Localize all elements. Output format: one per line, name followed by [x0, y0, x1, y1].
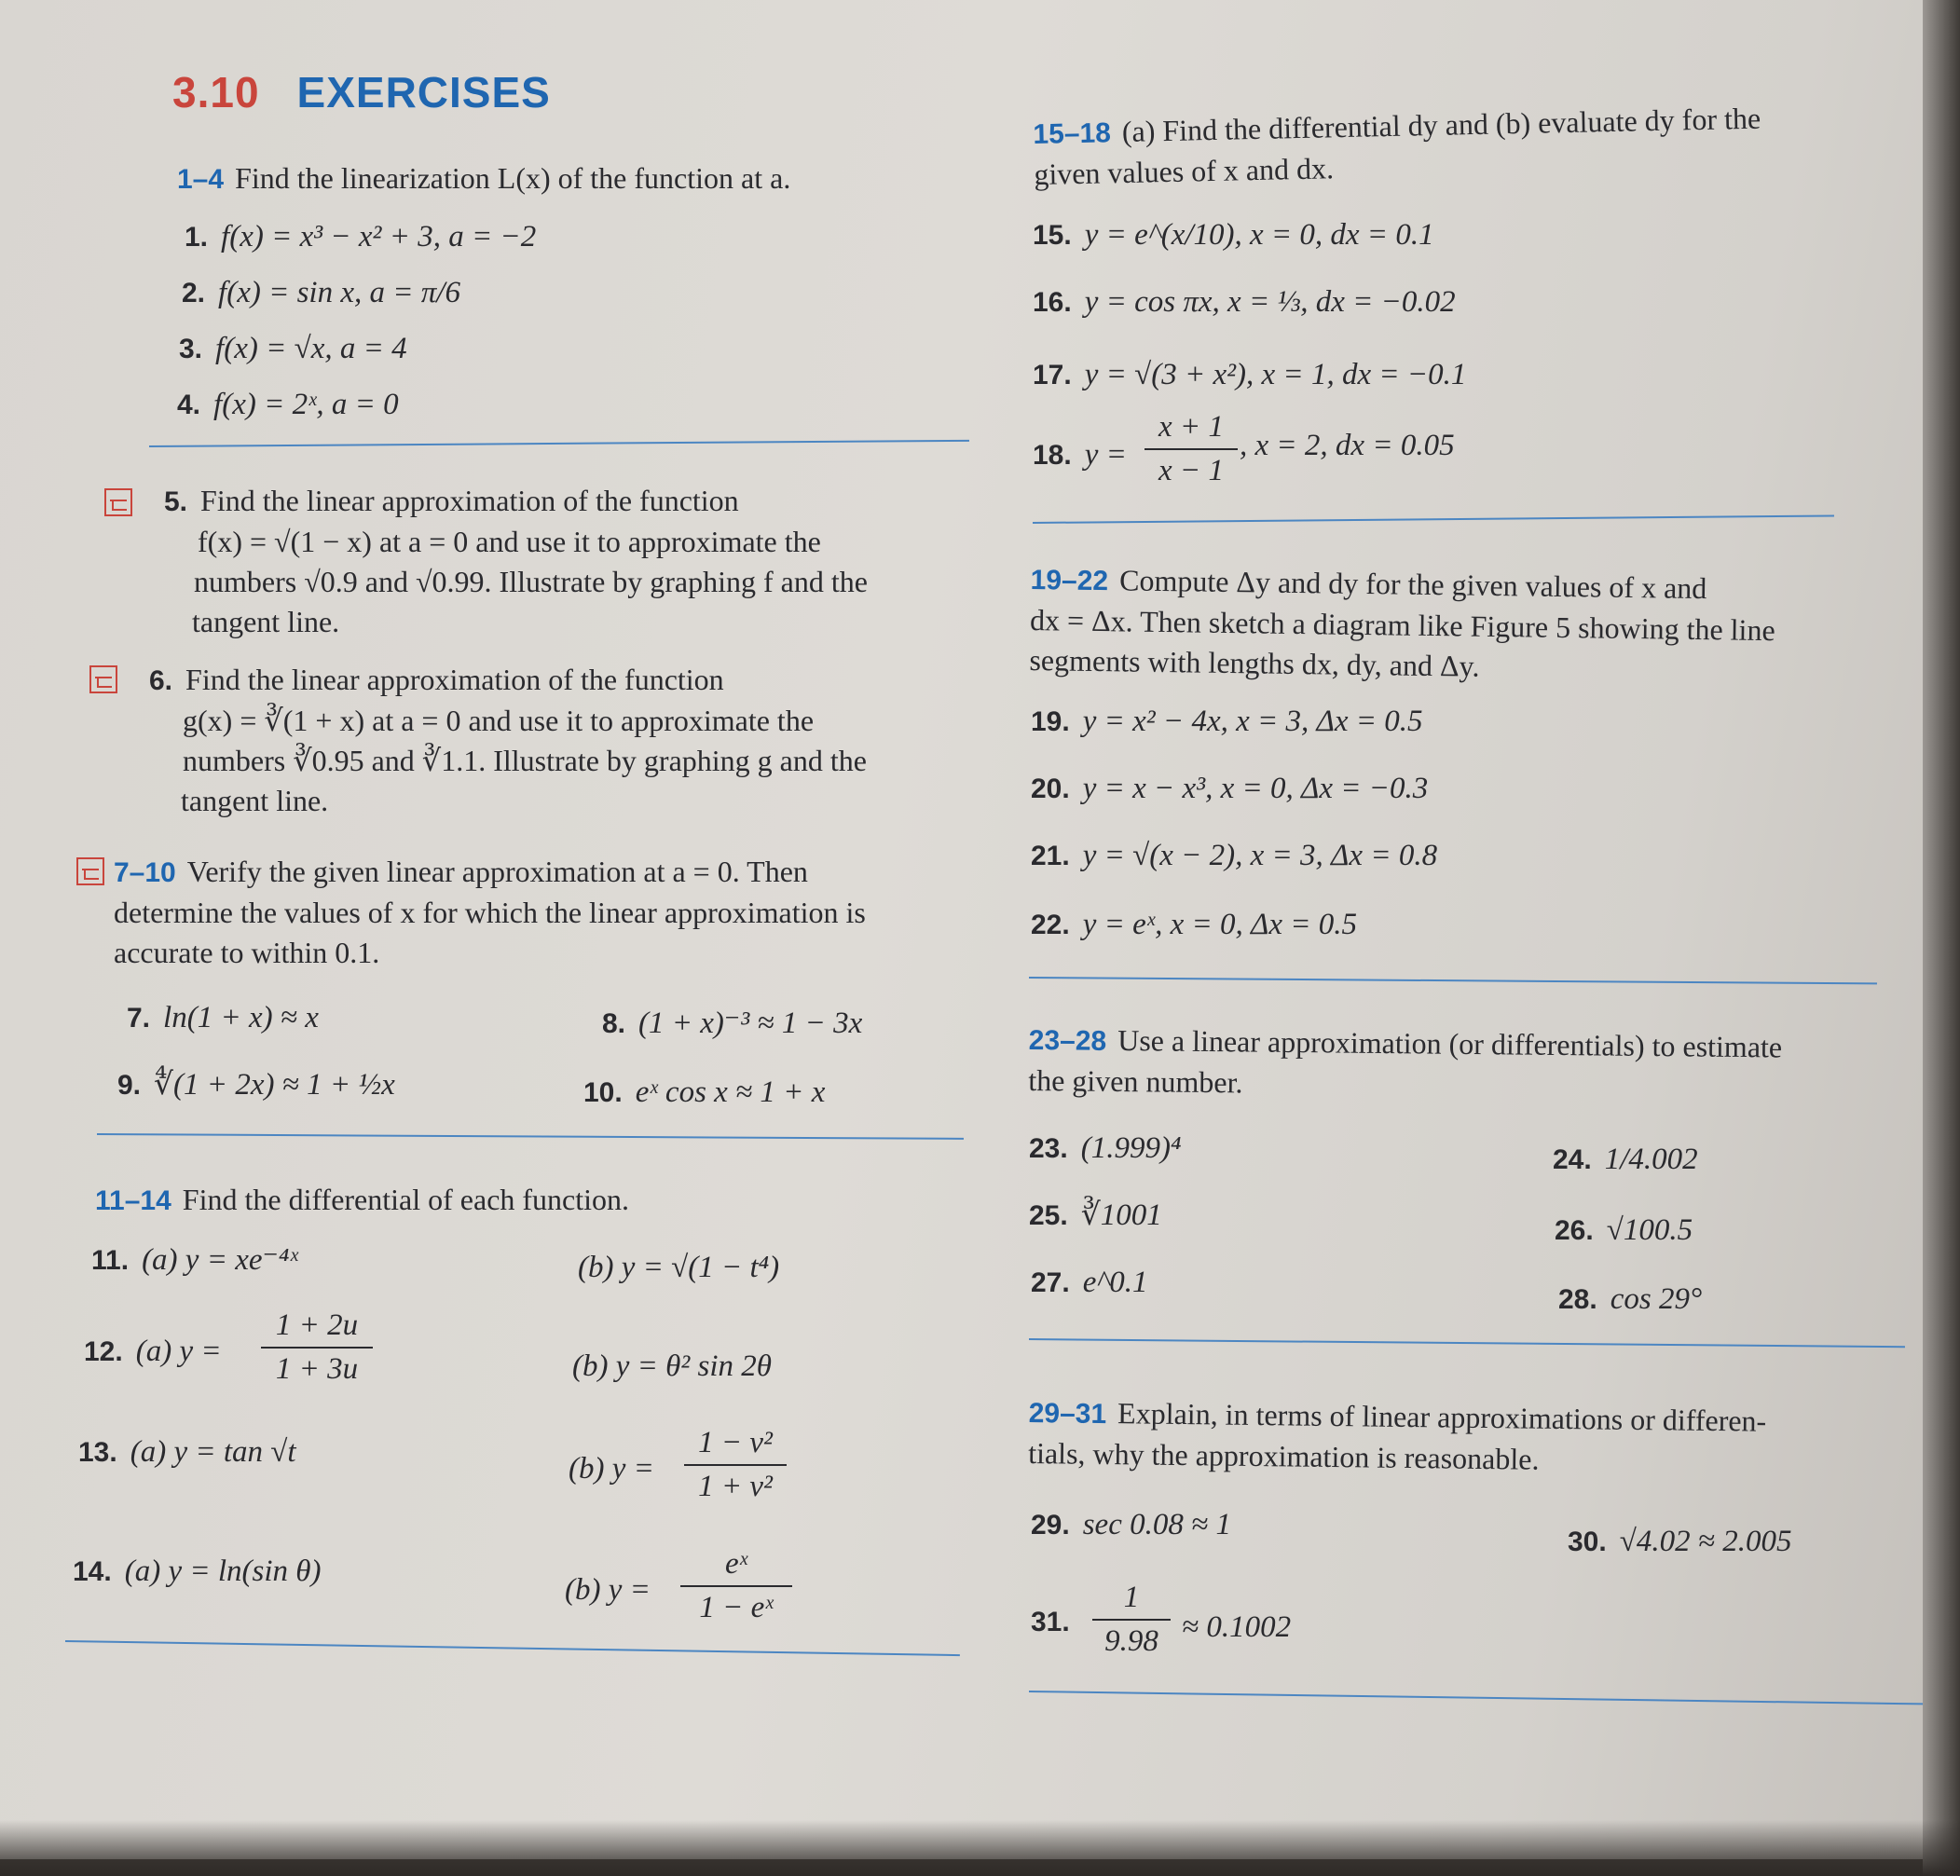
divider-rule — [1029, 1691, 1924, 1705]
problem-22 — [1031, 904, 1357, 946]
problem-7 — [127, 997, 319, 1039]
instruction-line: Compute Δy and dy for the given values of x and — [1118, 563, 1707, 606]
problem-expression: cos 29° — [1610, 1282, 1703, 1316]
problem-number: 4. — [177, 390, 201, 420]
problem-number: 5. — [164, 486, 188, 517]
problem-expression: y = — [1084, 438, 1127, 472]
problem-number: 6. — [149, 665, 173, 696]
problem-number: 28. — [1558, 1284, 1597, 1315]
problem-number: 27. — [1031, 1267, 1070, 1298]
problem-11b — [578, 1247, 779, 1289]
problem-number: 20. — [1031, 774, 1070, 804]
fraction-numerator: 1 − v² — [684, 1422, 787, 1466]
divider-rule — [97, 1133, 964, 1140]
problem-number: 25. — [1029, 1200, 1068, 1231]
problem-25 — [1029, 1195, 1162, 1237]
problem-expression: y = √(3 + x²), x = 1, dx = −0.1 — [1084, 358, 1467, 391]
problem-4 — [177, 384, 399, 426]
problem-14a — [73, 1551, 321, 1593]
problem-number: 13. — [78, 1437, 117, 1468]
problem-28 — [1558, 1279, 1702, 1321]
divider-rule — [1029, 977, 1877, 984]
problem-number: 18. — [1033, 440, 1072, 471]
problem-line: f(x) = √(1 − x) at a = 0 and use it to approximate the — [198, 524, 821, 558]
instruction-line: accurate to within 0.1. — [114, 935, 380, 969]
range-label: 23–28 — [1028, 1024, 1107, 1057]
problem-number: 11. — [91, 1245, 130, 1276]
problem-3 — [179, 328, 407, 370]
problem-expression: e^0.1 — [1082, 1266, 1148, 1299]
instruction-line: Use a linear approximation (or differentials) to estimate — [1117, 1022, 1783, 1064]
section-heading — [172, 67, 551, 117]
divider-rule — [1033, 514, 1834, 524]
fraction-numerator: 1 + 2u — [261, 1305, 373, 1349]
problem-expression: f(x) = √x, a = 4 — [215, 332, 407, 365]
problem-line: g(x) = ∛(1 + x) at a = 0 and use it to approximate the — [183, 703, 815, 737]
section-number: 3.10 — [172, 68, 260, 116]
problem-12a — [84, 1331, 222, 1373]
fraction-denominator: 9.98 — [1104, 1623, 1158, 1658]
problem-17 — [1033, 354, 1466, 396]
problem-number: 17. — [1033, 360, 1072, 390]
problem-15 — [1033, 214, 1434, 256]
problem-2 — [182, 272, 460, 314]
problem-number: 23. — [1029, 1133, 1068, 1164]
fraction-denominator: 1 + v² — [698, 1469, 773, 1503]
instruction-line: Verify the given linear approximation at a = 0. Then — [186, 855, 808, 888]
problem-13b — [569, 1448, 654, 1490]
fraction-denominator: 1 − eˣ — [699, 1590, 774, 1624]
problem-expression: ≈ 0.1002 — [1182, 1610, 1292, 1644]
section-title: EXERCISES — [296, 68, 551, 116]
problem-expression: y = cos πx, x = ⅓, dx = −0.02 — [1084, 285, 1456, 319]
problem-20 — [1031, 768, 1428, 810]
range-label: 7–10 — [114, 857, 176, 888]
graphing-calculator-icon — [89, 665, 117, 693]
fraction-denominator: 1 + 3u — [275, 1351, 359, 1386]
divider-rule — [149, 440, 969, 447]
problem-expression: , x = 2, dx = 0.05 — [1240, 429, 1455, 462]
group-1-4-instruction — [177, 158, 790, 199]
instruction-line: the given number. — [1028, 1062, 1243, 1099]
problem-expression: y = eˣ, x = 0, Δx = 0.5 — [1082, 908, 1358, 941]
problem-expression: (a) y = xe⁻⁴ˣ — [142, 1243, 298, 1277]
problem-expression: (a) y = tan √t — [130, 1435, 296, 1469]
problem-1 — [185, 216, 536, 258]
problem-line: tangent line. — [181, 783, 329, 817]
graphing-calculator-icon — [104, 488, 132, 516]
problem-30 — [1568, 1521, 1791, 1563]
problem-expression: f(x) = x³ − x² + 3, a = −2 — [221, 220, 537, 253]
problem-number: 30. — [1568, 1527, 1607, 1557]
problem-number: 9. — [117, 1070, 142, 1101]
problem-expression: √100.5 — [1606, 1213, 1693, 1247]
problem-29 — [1031, 1504, 1231, 1546]
problem-number: 14. — [73, 1556, 112, 1587]
problem-18 — [1033, 434, 1127, 476]
instruction-line: segments with lengths dx, dy, and Δy. — [1029, 642, 1480, 683]
problem-line: numbers ∛0.95 and ∛1.1. Illustrate by graphing g and the — [183, 743, 867, 777]
problem-13a — [78, 1431, 296, 1473]
instruction-line: Explain, in terms of linear approximations or differen- — [1117, 1396, 1767, 1438]
problem-expression: sec 0.08 ≈ 1 — [1082, 1508, 1231, 1541]
problem-9 — [117, 1064, 395, 1106]
instruction-text: Find the differential of each function. — [182, 1183, 630, 1216]
problem-31-value — [1182, 1607, 1291, 1649]
range-label: 1–4 — [177, 164, 225, 195]
problem-line: Find the linear approximation of the function — [200, 484, 739, 517]
fraction-numerator: eˣ — [680, 1543, 792, 1587]
problem-6 — [149, 660, 867, 821]
graphing-calculator-icon — [76, 857, 104, 885]
problem-number: 31. — [1031, 1607, 1070, 1637]
problem-line: Find the linear approximation of the function — [185, 663, 724, 696]
problem-31-fraction — [1092, 1577, 1171, 1662]
problem-21 — [1031, 835, 1437, 877]
book-spine-shadow — [1923, 0, 1960, 1876]
problem-expression: ln(1 + x) ≈ x — [163, 1001, 319, 1034]
problem-number: 16. — [1033, 287, 1072, 318]
problem-expression: (1 + x)⁻³ ≈ 1 − 3x — [638, 1006, 863, 1040]
problem-line: tangent line. — [192, 604, 340, 638]
range-label: 15–18 — [1033, 117, 1112, 150]
problem-expression: 1/4.002 — [1604, 1143, 1698, 1176]
problem-23 — [1029, 1128, 1181, 1170]
instruction-line: determine the values of x for which the linear approximation is — [114, 895, 866, 929]
problem-number: 26. — [1555, 1215, 1594, 1246]
problem-27 — [1031, 1262, 1148, 1304]
fraction-numerator: 1 — [1092, 1577, 1171, 1621]
problem-expression: (b) y = √(1 − t⁴) — [578, 1251, 780, 1284]
problem-number: 2. — [182, 278, 206, 308]
group-15-18-instruction — [1033, 99, 1761, 195]
problem-expression: f(x) = 2ˣ, a = 0 — [213, 388, 399, 421]
problem-number: 21. — [1031, 841, 1070, 871]
problem-12a-fraction — [261, 1305, 373, 1390]
problem-expression: ∛1001 — [1080, 1198, 1162, 1232]
problem-number: 10. — [583, 1077, 623, 1108]
problem-expression: √4.02 ≈ 2.005 — [1619, 1525, 1792, 1558]
problem-8 — [602, 1003, 862, 1045]
page-bottom-shadow — [0, 1820, 1960, 1876]
problem-26 — [1555, 1210, 1693, 1252]
problem-expression: ∜(1 + 2x) ≈ 1 + ½x — [154, 1068, 395, 1102]
problem-14b-fraction — [680, 1543, 792, 1628]
problem-19 — [1031, 701, 1423, 743]
problem-31 — [1031, 1601, 1083, 1642]
problem-number: 8. — [602, 1008, 626, 1039]
instruction-line: (a) Find the differential dy and (b) evaluate dy for the — [1121, 101, 1761, 148]
divider-rule — [1029, 1338, 1905, 1348]
problem-number: 29. — [1031, 1510, 1070, 1541]
problem-11a — [91, 1239, 298, 1281]
problem-expression: (1.999)⁴ — [1080, 1131, 1182, 1165]
problem-5 — [164, 481, 868, 642]
problem-expression: eˣ cos x ≈ 1 + x — [635, 1075, 826, 1109]
problem-number: 12. — [84, 1336, 123, 1367]
range-label: 11–14 — [95, 1185, 171, 1216]
problem-number: 7. — [127, 1003, 151, 1034]
instruction-line: given values of x and dx. — [1033, 150, 1335, 191]
problem-10 — [583, 1072, 825, 1114]
problem-number: 15. — [1033, 220, 1072, 251]
problem-expression: y = e^(x/10), x = 0, dx = 0.1 — [1084, 218, 1434, 252]
instruction-text: Find the linearization L(x) of the function at a. — [235, 161, 791, 195]
problem-16 — [1033, 281, 1456, 323]
problem-12b — [572, 1346, 772, 1388]
group-7-10-instruction — [114, 852, 866, 973]
problem-expression: f(x) = sin x, a = π/6 — [218, 276, 460, 309]
range-label: 19–22 — [1030, 564, 1109, 597]
problem-expression: y = √(x − 2), x = 3, Δx = 0.8 — [1082, 839, 1438, 872]
instruction-line: tials, why the approximation is reasonable. — [1027, 1435, 1540, 1476]
range-label: 29–31 — [1028, 1397, 1107, 1431]
group-23-28-instruction — [1028, 1020, 1782, 1108]
group-29-31-instruction — [1028, 1392, 1767, 1482]
problem-24 — [1553, 1139, 1698, 1181]
problem-expression: (a) y = — [135, 1335, 222, 1368]
problem-18-values — [1240, 425, 1455, 467]
divider-rule — [65, 1640, 960, 1656]
problem-13b-fraction — [684, 1422, 787, 1507]
problem-number: 22. — [1031, 910, 1070, 940]
fraction-denominator: x − 1 — [1158, 453, 1224, 487]
problem-18-fraction — [1144, 406, 1238, 491]
group-11-14-instruction — [95, 1180, 629, 1221]
problem-expression: (b) y = θ² sin 2θ — [572, 1349, 772, 1383]
group-19-22-instruction — [1029, 559, 1775, 691]
problem-number: 19. — [1031, 706, 1070, 737]
problem-expression: y = x − x³, x = 0, Δx = −0.3 — [1082, 772, 1429, 805]
problem-number: 3. — [179, 334, 203, 364]
instruction-line: dx = Δx. Then sketch a diagram like Figure 5 showing the line — [1029, 602, 1775, 647]
problem-expression: y = x² − 4x, x = 3, Δx = 0.5 — [1082, 705, 1423, 738]
problem-number: 1. — [185, 222, 209, 253]
problem-number: 24. — [1553, 1144, 1592, 1175]
fraction-numerator: x + 1 — [1144, 406, 1238, 450]
problem-line: numbers √0.9 and √0.99. Illustrate by graphing f and the — [194, 564, 868, 598]
problem-expression: (b) y = — [565, 1573, 651, 1607]
problem-expression: (a) y = ln(sin θ) — [124, 1554, 322, 1588]
problem-14b — [565, 1569, 651, 1611]
problem-expression: (b) y = — [569, 1452, 654, 1486]
